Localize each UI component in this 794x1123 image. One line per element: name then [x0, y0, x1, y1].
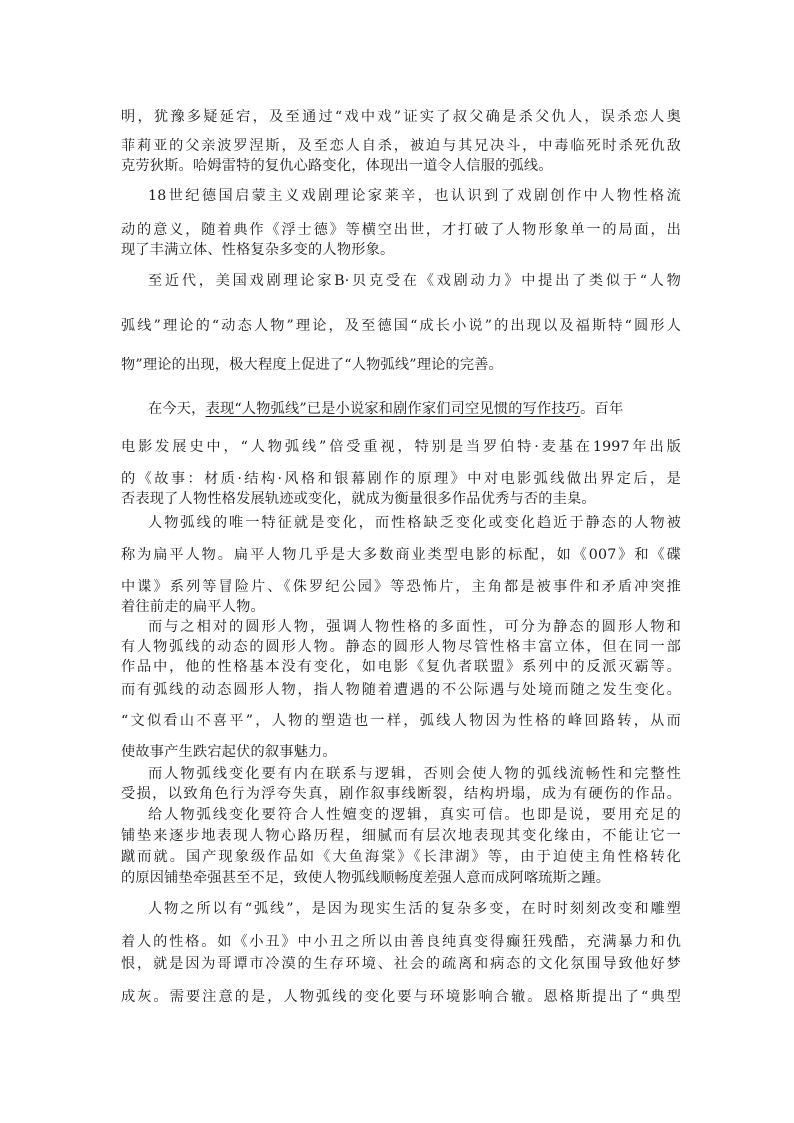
text-line: 菲莉亚的父亲波罗涅斯，及至恋人自杀，被迫与其兄决斗，中毒临死时杀死仇敌: [121, 138, 681, 154]
text-line: 人物之所以有“弧线”，是因为现实生活的复杂多变，在时时刻刻改变和雕塑: [148, 901, 681, 917]
text-line: 动的意义，随着典作《浮士德》等横空出世，才打破了人物形象单一的局面，出: [121, 222, 681, 238]
text-line: 中谍》系列等冒险片、《侏罗纪公园》等恐怖片，主角都是被事件和矛盾冲突推: [121, 579, 681, 595]
text-line: 物”理论的出现，极大程度上促进了“人物弧线”理论的完善。: [121, 357, 504, 373]
text-line: 现了丰满立体、性格复杂多变的人物形象。: [121, 242, 395, 258]
text-line: 电影发展史中，“人物弧线”倍受重视，特别是当罗伯特·麦基在1997年出版: [121, 439, 681, 455]
underlined-sentence: 表现“人物弧线”已是小说家和剧作家们司空见惯的写作技巧: [205, 401, 581, 417]
text-line: 蹴而就。国产现象级作品如《大鱼海棠》《长津湖》等，由于迫使主角性格转化: [121, 849, 681, 865]
text-line: 有人物弧线的动态的圆形人物。静态的圆形人物尽管性格丰富立体，但在同一部: [121, 639, 681, 655]
text-line: “文似看山不喜平”，人物的塑造也一样，弧线人物因为性格的峰回路转，从而: [121, 713, 681, 729]
text-line: 称为扁平人物。扁平人物几乎是大多数商业类型电影的标配，如《007》和《碟: [121, 547, 681, 563]
text-line: [148, 399, 681, 419]
text-line: 给人物弧线变化要符合人性嬗变的逻辑，真实可信。也即是说，要用充足的: [148, 807, 681, 823]
text-line: 否表现了人物性格发展轨迹或变化，就成为衡量很多作品优秀与否的圭臬。: [121, 491, 596, 507]
text-line: 至近代，美国戏剧理论家B·贝克受在《戏剧动力》中提出了类似于“人物: [148, 273, 681, 289]
text-line: 受损，以致角色行为浮夸失真，剧作叙事线断裂，结构坍塌，成为有硬伤的作品。: [121, 786, 681, 802]
text-line: 的原因铺垫牵强甚至不足，致使人物弧线顺畅度差强人意而成阿喀琉斯之踵。: [121, 870, 611, 886]
text-line: 而人物弧线变化要有内在联系与逻辑，否则会使人物的弧线流畅性和完整性: [148, 766, 681, 782]
text-line: 的《故事：材质·结构·风格和银幕剧作的原理》中对电影弧线做出界定后，是: [121, 471, 681, 487]
text-span: 。百年: [580, 401, 624, 417]
text-line: 克劳狄斯。哈姆雷特的复仇心路变化，体现出一道令人信服的弧线。: [121, 158, 553, 174]
text-line: 弧线”理论的“动态人物”理论，及至德国“成长小说”的出现以及福斯特“圆形人: [121, 318, 681, 334]
text-line: 而有弧线的动态圆形人物，指人物随着遭遇的不公际遇与处境而随之发生变化。: [121, 682, 681, 698]
text-line: 使故事产生跌宕起伏的叙事魅力。: [121, 744, 337, 760]
text-line: 成灰。需要注意的是，人物弧线的变化要与环境影响合辙。恩格斯提出了“典型: [121, 989, 681, 1005]
text-line: 恨，就是因为哥谭市冷漠的生存环境、社会的疏离和病态的文化氛围导致他好梦: [121, 956, 681, 972]
text-line: 铺垫来逐步地表现人物心路历程，细腻而有层次地表现其变化缘由，不能让它一: [121, 828, 681, 844]
text-line: 18世纪德国启蒙主义戏剧理论家莱辛，也认识到了戏剧创作中人物性格流: [148, 188, 681, 204]
text-span: 在今天，: [148, 401, 206, 417]
text-line: 而与之相对的圆形人物，强调人物性格的多面性，可分为静态的圆形人物和: [148, 619, 681, 635]
text-line: 作品中，他的性格基本没有变化，如电影《复仇者联盟》系列中的反派灭霸等。: [121, 659, 681, 675]
text-line: 人物弧线的唯一特征就是变化，而性格缺乏变化或变化趋近于静态的人物被: [148, 515, 681, 531]
text-line: 着人的性格。如《小丑》中小丑之所以由善良纯真变得癫狂残酷，充满暴力和仇: [121, 934, 681, 950]
text-line: 着往前走的扁平人物。: [121, 599, 265, 615]
text-line: 明，犹豫多疑延宕，及至通过“戏中戏”证实了叔父确是杀父仇人，误杀恋人奥: [121, 109, 681, 125]
